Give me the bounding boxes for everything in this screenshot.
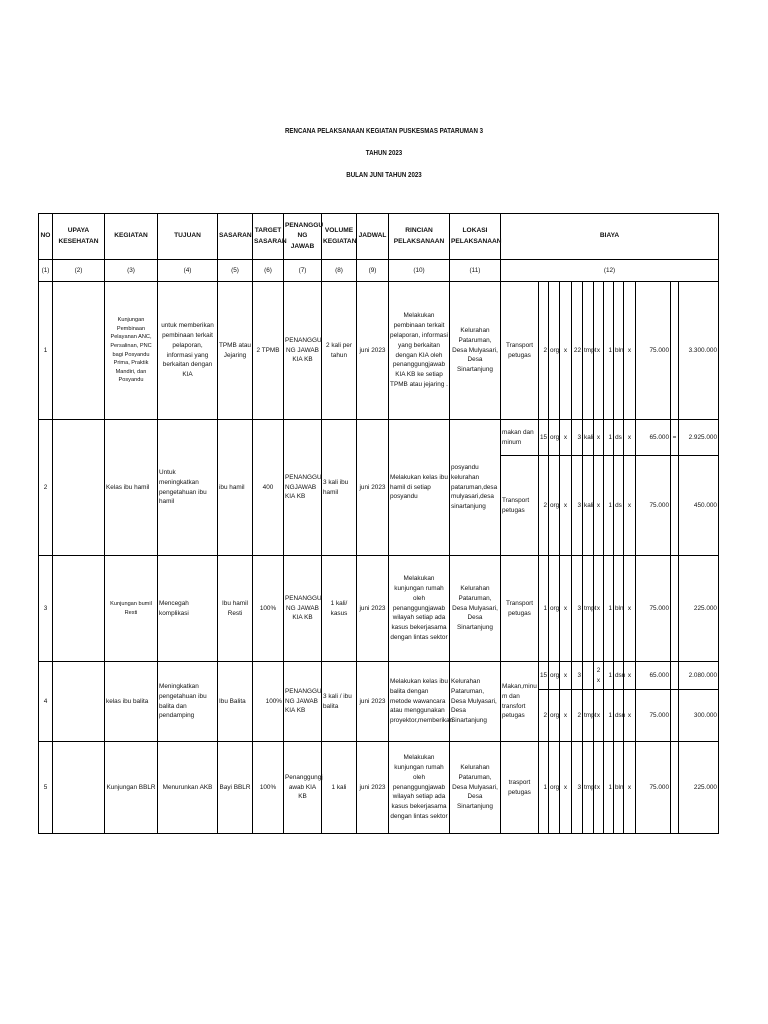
biaya-equals (671, 662, 679, 690)
row-jadwal: juni 2023 (357, 556, 389, 662)
row-sasaran: TPMB atau Jejaring (218, 282, 253, 420)
row-kegiatan: Kelas ibu hamil (105, 420, 158, 556)
biaya-total: 300.000 (679, 690, 719, 742)
biaya-unit: tmpt (583, 690, 594, 742)
biaya-qty: 3 (572, 556, 583, 662)
activity-plan-table (38, 213, 719, 834)
biaya-unit: org (549, 456, 560, 556)
biaya-item: Transport petugas (501, 282, 539, 420)
table-row (39, 282, 719, 420)
biaya-qty: 1 (539, 742, 549, 834)
row-lokasi: Kelurahan Pataruman, Desa Mulyasari, Desa Sinartanjung (450, 556, 501, 662)
biaya-qty: 1 (604, 690, 614, 742)
row-pj: PENANGGU NG JAWAB KIA KB (284, 662, 322, 742)
row-kegiatan: Kunjungan BBLR (105, 742, 158, 834)
biaya-total: 450.000 (679, 456, 719, 556)
biaya-qty: 1 (604, 456, 614, 556)
row-lokasi: Kelurahan Pataruman, Desa Mulyasari, Desa Sinartanjung (450, 742, 501, 834)
biaya-times: x (560, 556, 572, 662)
document-year: TAHUN 2023 (365, 148, 403, 157)
row-jadwal: juni 2023 (357, 282, 389, 420)
header-jadwal: JADWAL (357, 214, 389, 260)
row-target: 100% (253, 742, 284, 834)
row-upaya (53, 662, 105, 742)
biaya-unit: org (549, 690, 560, 742)
biaya-unit: bln (614, 282, 624, 420)
biaya-unit: ds (614, 420, 624, 456)
biaya-price: 65.000 (636, 662, 671, 690)
row-no: 4 (39, 662, 53, 742)
col-num: (8) (322, 260, 357, 282)
biaya-times: x (594, 420, 604, 456)
row-upaya (53, 282, 105, 420)
biaya-qty: 1 (604, 556, 614, 662)
row-volume: 2 kali per tahun (322, 282, 357, 420)
row-pj: PENANGGU NG JAWAB KIA KB (284, 282, 322, 420)
biaya-price: 75.000 (636, 690, 671, 742)
biaya-equals (671, 282, 679, 420)
table-row (39, 662, 719, 690)
row-upaya (53, 420, 105, 556)
col-num: (6) (253, 260, 284, 282)
biaya-qty: 3 (572, 420, 583, 456)
biaya-unit: tmpt (583, 556, 594, 662)
biaya-total: 225.000 (679, 556, 719, 662)
row-pj: PENANGGU NG JAWAB KIA KB (284, 556, 322, 662)
table-row (39, 742, 719, 834)
biaya-item: makan dan minum (501, 420, 539, 456)
row-rincian: Melakukan pembinaan terkait pelaporan, informasi yang berkaitan dengan KIA oleh penanggungjawab KIA KB ke setiap TPMB atau jejaring . (389, 282, 450, 420)
biaya-times: x (624, 420, 636, 456)
biaya-qty: 3 (572, 742, 583, 834)
biaya-times: x (624, 662, 636, 690)
document-title-block (0, 124, 768, 190)
biaya-unit: bln (614, 556, 624, 662)
row-jadwal: juni 2023 (357, 662, 389, 742)
biaya-times: x (624, 742, 636, 834)
row-target: 100% (253, 662, 284, 742)
biaya-times: 2 x (594, 662, 604, 690)
header-volume: VOLUME KEGIATAN (322, 214, 357, 260)
row-lokasi: posyandu kelurahan pataruman,desa mulyasari,desa sinartanjung (450, 420, 501, 556)
biaya-unit: bln (614, 742, 624, 834)
biaya-times: x (594, 742, 604, 834)
col-num: (9) (357, 260, 389, 282)
row-tujuan: untuk memberikan pembinaan terkait pelaporan, informasi yang berkaitan dengan KIA (158, 282, 218, 420)
col-num: (1) (39, 260, 53, 282)
row-no: 2 (39, 420, 53, 556)
row-kegiatan: Kunjungan bumil Resti (105, 556, 158, 662)
biaya-qty: 3 (572, 456, 583, 556)
biaya-unit: tmpt (583, 282, 594, 420)
biaya-unit: dsn (614, 662, 624, 690)
table-row (39, 556, 719, 662)
biaya-item: trasport petugas (501, 742, 539, 834)
row-rincian: Melakukan kelas ibu balita dengan metode wawancara atau menggunakan proyektor,memberikan (389, 662, 450, 742)
biaya-times: x (560, 456, 572, 556)
row-target: 2 TPMB (253, 282, 284, 420)
biaya-price: 75.000 (636, 556, 671, 662)
biaya-price: 65.000 (636, 420, 671, 456)
biaya-times: x (560, 742, 572, 834)
header-target: TARGET SASARAN (253, 214, 284, 260)
row-no: 3 (39, 556, 53, 662)
biaya-equals (671, 742, 679, 834)
row-lokasi: Kelurahan Pataruman, Desa Mulyasari, Desa Sinartanjung (450, 282, 501, 420)
header-row (39, 214, 719, 260)
biaya-unit: org (549, 662, 560, 690)
row-rincian: Melakukan kunjungan rumah oleh penanggungjawab wilayah setiap ada kasus bekerjasama dengan lintas sektor (389, 742, 450, 834)
biaya-qty: 1 (604, 282, 614, 420)
biaya-qty: 2 (539, 456, 549, 556)
biaya-unit (583, 662, 594, 690)
biaya-total: 3.300.000 (679, 282, 719, 420)
row-volume: 3 kali ibu hamil (322, 420, 357, 556)
row-sasaran: ibu hamil (218, 420, 253, 556)
biaya-unit: dsn (614, 690, 624, 742)
biaya-equals (671, 456, 679, 556)
biaya-qty: 1 (604, 420, 614, 456)
col-num: (11) (450, 260, 501, 282)
biaya-times: x (560, 690, 572, 742)
col-num: (5) (218, 260, 253, 282)
biaya-qty: 15 (539, 420, 549, 456)
biaya-unit: org (549, 282, 560, 420)
biaya-times: x (594, 690, 604, 742)
biaya-unit: org (549, 742, 560, 834)
biaya-item: Transport petugas (501, 556, 539, 662)
biaya-price: 75.000 (636, 456, 671, 556)
biaya-equals: = (671, 420, 679, 456)
biaya-total: 225.000 (679, 742, 719, 834)
row-pj: Penanggungj awab KIA KB (284, 742, 322, 834)
row-volume: 3 kali / ibu balita (322, 662, 357, 742)
biaya-unit: kali (583, 420, 594, 456)
row-upaya (53, 742, 105, 834)
row-sasaran: Ibu hamil Resti (218, 556, 253, 662)
row-rincian: Melakukan kunjungan rumah oleh penanggungjawab wilayah setiap ada kasus bekerjasama dengan lintas sektor (389, 556, 450, 662)
header-pj: PENANGGU NG JAWAB (284, 214, 322, 260)
biaya-times: x (624, 456, 636, 556)
biaya-item: Transport petugas (501, 456, 539, 556)
header-rincian: RINCIAN PELAKSANAAN (389, 214, 450, 260)
col-num: (7) (284, 260, 322, 282)
row-sasaran: Bayi BBLR (218, 742, 253, 834)
row-rincian: Melakukan kelas ibu hamil di setiap posyandu (389, 420, 450, 556)
col-num: (4) (158, 260, 218, 282)
biaya-qty: 1 (539, 556, 549, 662)
header-no: NO (39, 214, 53, 260)
biaya-times: x (560, 420, 572, 456)
biaya-total: 2.925.000 (679, 420, 719, 456)
biaya-times: x (594, 556, 604, 662)
biaya-qty: 3 (572, 662, 583, 690)
row-volume: 1 kali/ kasus (322, 556, 357, 662)
col-num: (12) (501, 260, 719, 282)
row-jadwal: juni 2023 (357, 420, 389, 556)
header-kegiatan: KEGIATAN (105, 214, 158, 260)
biaya-times: x (624, 556, 636, 662)
col-num: (2) (53, 260, 105, 282)
row-tujuan: Menurunkan AKB (158, 742, 218, 834)
biaya-total: 2.080.000 (679, 662, 719, 690)
row-target: 400 (253, 420, 284, 556)
row-target: 100% (253, 556, 284, 662)
row-tujuan: Meningkatkan pengetahuan ibu balita dan pendamping (158, 662, 218, 742)
biaya-unit: org (549, 556, 560, 662)
row-upaya (53, 556, 105, 662)
biaya-equals (671, 690, 679, 742)
biaya-price: 75.000 (636, 742, 671, 834)
header-tujuan: TUJUAN (158, 214, 218, 260)
biaya-times: x (594, 456, 604, 556)
header-lokasi: LOKASI PELAKSANAAN (450, 214, 501, 260)
biaya-equals (671, 556, 679, 662)
biaya-qty: 2 (539, 690, 549, 742)
biaya-times: x (560, 282, 572, 420)
biaya-qty: 1 (604, 662, 614, 690)
row-kegiatan: Kunjungan Pembinaan Pelayanan ANC, Persalinan, PNC bagi Posyandu Prima, Praktik Mandiri, dan Posyandu (105, 282, 158, 420)
biaya-times: x (624, 690, 636, 742)
row-no: 5 (39, 742, 53, 834)
biaya-unit: kali (583, 456, 594, 556)
biaya-unit: org (549, 420, 560, 456)
row-sasaran: Ibu Balita (218, 662, 253, 742)
row-tujuan: Untuk meningkatkan pengetahuan ibu hamil (158, 420, 218, 556)
column-number-row (39, 260, 719, 282)
biaya-times: x (594, 282, 604, 420)
table-row (39, 420, 719, 456)
biaya-qty: 1 (604, 742, 614, 834)
biaya-qty: 2 (539, 282, 549, 420)
row-pj: PENANGGU NGJAWAB KIA KB (284, 420, 322, 556)
col-num: (3) (105, 260, 158, 282)
header-upaya: UPAYA KESEHATAN (53, 214, 105, 260)
biaya-times: x (624, 282, 636, 420)
biaya-qty: 22 (572, 282, 583, 420)
biaya-unit: tmpt (583, 742, 594, 834)
col-num: (10) (389, 260, 450, 282)
row-lokasi: Kelurahan Pataruman, Desa Mulyasari, Desa Sinartanjung (450, 662, 501, 742)
row-kegiatan: kelas ibu balita (105, 662, 158, 742)
row-volume: 1 kali (322, 742, 357, 834)
row-tujuan: Mencegah komplikasi (158, 556, 218, 662)
biaya-price: 75.000 (636, 282, 671, 420)
biaya-unit: ds (614, 456, 624, 556)
biaya-item: Makan,minu m dan transfort petugas (501, 662, 539, 742)
row-jadwal: juni 2023 (357, 742, 389, 834)
header-sasaran: SASARAN (218, 214, 253, 260)
biaya-times: x (560, 662, 572, 690)
document-title: RENCANA PELAKSANAAN KEGIATAN PUSKESMAS PATARUMAN 3 (284, 126, 484, 135)
biaya-qty: 2 (572, 690, 583, 742)
row-no: 1 (39, 282, 53, 420)
header-biaya: BIAYA (501, 214, 719, 260)
biaya-qty: 15 (539, 662, 549, 690)
document-month: BULAN JUNI TAHUN 2023 (346, 170, 422, 179)
